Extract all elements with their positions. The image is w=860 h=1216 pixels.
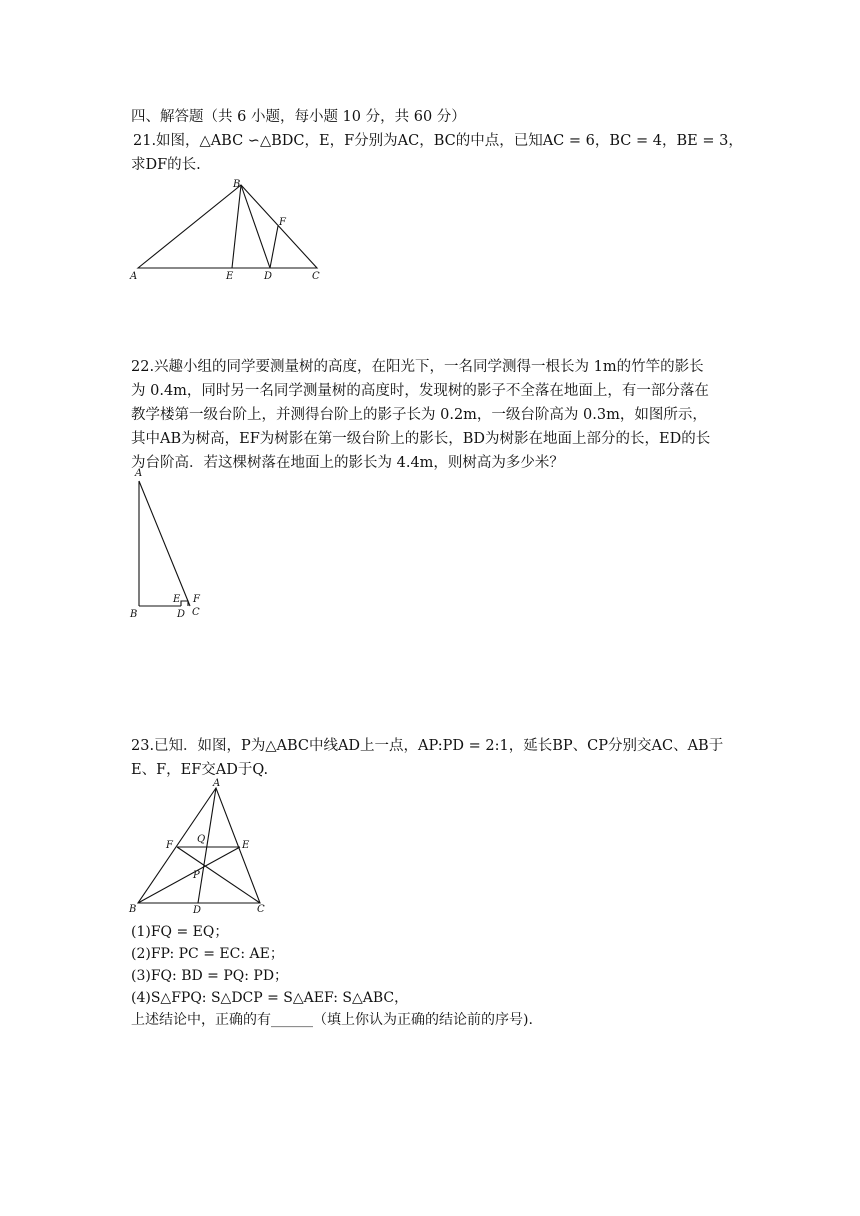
q23-fill-suffix: （填上你认为正确的结论前的序号). [313, 1012, 533, 1028]
q23-fill-in [131, 1010, 533, 1030]
q22-label-b: B [130, 609, 138, 620]
q23-label-c: C [257, 904, 265, 915]
q22-label-c: C [192, 607, 200, 618]
q21-segment-df [270, 226, 278, 268]
q23-text-line2: E、F，EF交AD于Q. [131, 762, 269, 778]
q22-text-line5: 为台阶高．若这棵树落在地面上的影长为 4.4m，则树高为多少米？ [131, 455, 564, 471]
q23-option-3: (3)FQ: BD = PQ: PD； [131, 968, 289, 984]
q23-option-1: (1)FQ = EQ； [131, 924, 229, 940]
q23-label-f: F [166, 840, 173, 851]
q23-median-ad [198, 788, 216, 903]
q21-triangle-abc [138, 185, 317, 268]
q23-answer-blank[interactable]: ______ [271, 1012, 313, 1028]
q21-text-line2: 求DF的长. [131, 157, 201, 173]
q21-label-a: A [130, 271, 138, 282]
q21-label-b: B [233, 179, 241, 190]
q23-text-line1: 23.已知．如图，P为△ABC中线AD上一点，AP:PD = 2:1，延长BP、CP分别交AC、AB于 [131, 738, 724, 754]
q22-step [181, 601, 188, 606]
q22-text-line1: 22.兴趣小组的同学要测量树的高度，在阳光下，一名同学测得一根长为 1m的竹竿的影长 [131, 359, 704, 375]
q23-label-b: B [129, 904, 137, 915]
q22-figure [125, 466, 215, 621]
q22-label-e: E [173, 594, 181, 605]
q21-segment-be [232, 185, 241, 268]
q23-option-2: (2)FP: PC = EC: AE； [131, 946, 284, 962]
q23-fill-prefix: 上述结论中，正确的有 [131, 1012, 271, 1028]
q22-label-f: F [193, 594, 200, 605]
q23-option-4: (4)S△FPQ: S△DCP = S△AEF: S△ABC， [131, 990, 409, 1006]
q22-label-d: D [177, 609, 186, 620]
q21-label-f: F [279, 217, 286, 228]
q23-figure [125, 778, 275, 918]
q22-segment-ac [139, 481, 190, 606]
q22-text-line3: 教学楼第一级台阶上，并测得台阶上的影子长为 0.2m，一级台阶高为 0.3m，如图所示， [131, 407, 707, 423]
q23-label-p: P [193, 870, 200, 881]
section-header: 四、解答题（共 6 小题，每小题 10 分，共 60 分） [131, 109, 466, 125]
q21-label-e: E [226, 271, 234, 282]
q21-segment-bd [241, 185, 270, 268]
q23-label-q: Q [197, 834, 206, 845]
q22-text-line2: 为 0.4m，同时另一名同学测量树的高度时，发现树的影子不全落在地面上，有一部分落在 [131, 383, 709, 399]
q21-label-d: D [264, 271, 273, 282]
q22-label-a: A [135, 468, 143, 479]
q21-text-line1: 21.如图，△ABC ∽△BDC，E，F分别为AC，BC的中点，已知AC = 6，BC = 4，BE = 3， [133, 133, 743, 149]
q23-label-e: E [242, 840, 250, 851]
q22-text-line4: 其中AB为树高，EF为树影在第一级台阶上的影长，BD为树影在地面上部分的长，ED的长 [131, 431, 711, 447]
q23-label-a: A [213, 778, 221, 789]
q21-label-c: C [312, 271, 320, 282]
q21-figure [125, 175, 335, 285]
q23-label-d: D [193, 905, 202, 916]
